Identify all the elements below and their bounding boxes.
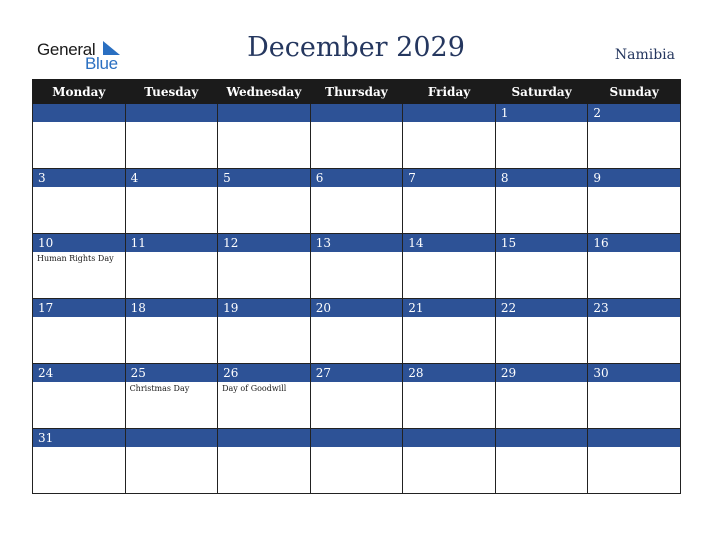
day-number: 2 [588, 104, 680, 122]
day-cell[interactable] [310, 299, 403, 364]
week-row [33, 299, 681, 364]
day-cell[interactable] [403, 104, 496, 169]
day-number: 29 [496, 364, 588, 382]
day-number: 15 [496, 234, 588, 252]
calendar-body [33, 104, 681, 494]
day-number: 31 [33, 429, 125, 447]
weekday-wednesday: Wednesday [218, 80, 311, 104]
day-cell[interactable] [310, 234, 403, 299]
day-number: 23 [588, 299, 680, 317]
day-number: 30 [588, 364, 680, 382]
day-cell[interactable] [310, 364, 403, 429]
day-number [311, 429, 403, 447]
logo-blue-text: Blue [85, 54, 118, 73]
day-cell[interactable] [218, 429, 311, 494]
weekday-sunday: Sunday [588, 80, 681, 104]
day-cell[interactable] [218, 299, 311, 364]
day-cell[interactable] [495, 429, 588, 494]
day-cell[interactable] [588, 169, 681, 234]
day-number: 27 [311, 364, 403, 382]
weekday-friday: Friday [403, 80, 496, 104]
day-cell[interactable] [403, 169, 496, 234]
country-label: Namibia [614, 47, 675, 63]
day-cell[interactable] [125, 234, 218, 299]
day-cell[interactable] [33, 299, 126, 364]
day-cell[interactable] [218, 169, 311, 234]
day-number: 11 [126, 234, 218, 252]
day-number: 26 [218, 364, 310, 382]
day-number: 6 [311, 169, 403, 187]
day-cell[interactable] [33, 429, 126, 494]
week-row [33, 104, 681, 169]
day-number [33, 104, 125, 122]
day-number [403, 104, 495, 122]
day-cell[interactable] [403, 429, 496, 494]
day-cell[interactable] [33, 104, 126, 169]
day-number: 25 [126, 364, 218, 382]
day-cell[interactable] [310, 169, 403, 234]
day-number [588, 429, 680, 447]
day-cell[interactable] [218, 364, 311, 429]
day-number: 28 [403, 364, 495, 382]
day-number: 20 [311, 299, 403, 317]
holiday-label: Human Rights Day [37, 254, 114, 263]
day-number: 19 [218, 299, 310, 317]
week-row [33, 429, 681, 494]
day-cell[interactable] [33, 234, 126, 299]
day-cell[interactable] [588, 429, 681, 494]
holiday-label: Christmas Day [129, 384, 190, 393]
holiday-label: Day of Goodwill [222, 384, 287, 393]
day-number: 9 [588, 169, 680, 187]
day-number [126, 429, 218, 447]
day-number: 7 [403, 169, 495, 187]
logo-general-text: General [37, 40, 96, 59]
weekday-header-row [33, 80, 681, 104]
day-cell[interactable] [310, 104, 403, 169]
weekday-thursday: Thursday [310, 80, 403, 104]
day-number [403, 429, 495, 447]
day-cell[interactable] [588, 104, 681, 169]
day-cell[interactable] [403, 364, 496, 429]
day-cell[interactable] [125, 104, 218, 169]
day-cell[interactable] [125, 169, 218, 234]
day-cell[interactable] [588, 234, 681, 299]
day-number [496, 429, 588, 447]
day-number: 5 [218, 169, 310, 187]
day-cell[interactable] [588, 299, 681, 364]
day-number: 17 [33, 299, 125, 317]
day-cell[interactable] [495, 299, 588, 364]
day-number: 4 [126, 169, 218, 187]
day-number: 10 [33, 234, 125, 252]
day-number: 14 [403, 234, 495, 252]
day-cell[interactable] [33, 169, 126, 234]
day-cell[interactable] [495, 169, 588, 234]
day-number: 1 [496, 104, 588, 122]
weekday-saturday: Saturday [495, 80, 588, 104]
week-row [33, 234, 681, 299]
day-number: 8 [496, 169, 588, 187]
day-cell[interactable] [218, 104, 311, 169]
page-title: December 2029 [247, 32, 465, 63]
weekday-tuesday: Tuesday [125, 80, 218, 104]
day-number: 13 [311, 234, 403, 252]
day-cell[interactable] [125, 429, 218, 494]
day-number: 16 [588, 234, 680, 252]
day-cell[interactable] [125, 299, 218, 364]
day-number [218, 429, 310, 447]
weekday-monday: Monday [33, 80, 126, 104]
day-number: 18 [126, 299, 218, 317]
day-cell[interactable] [495, 104, 588, 169]
day-cell[interactable] [588, 364, 681, 429]
day-cell[interactable] [33, 364, 126, 429]
day-number [126, 104, 218, 122]
day-cell[interactable] [495, 234, 588, 299]
day-cell[interactable] [310, 429, 403, 494]
day-number: 22 [496, 299, 588, 317]
day-number [311, 104, 403, 122]
week-row [33, 169, 681, 234]
day-cell[interactable] [125, 364, 218, 429]
day-number: 3 [33, 169, 125, 187]
day-cell[interactable] [495, 364, 588, 429]
day-number [218, 104, 310, 122]
week-row [33, 364, 681, 429]
day-number: 21 [403, 299, 495, 317]
day-number: 12 [218, 234, 310, 252]
calendar-grid [32, 79, 681, 494]
day-cell[interactable] [218, 234, 311, 299]
day-cell[interactable] [403, 299, 496, 364]
day-cell[interactable] [403, 234, 496, 299]
day-number: 24 [33, 364, 125, 382]
